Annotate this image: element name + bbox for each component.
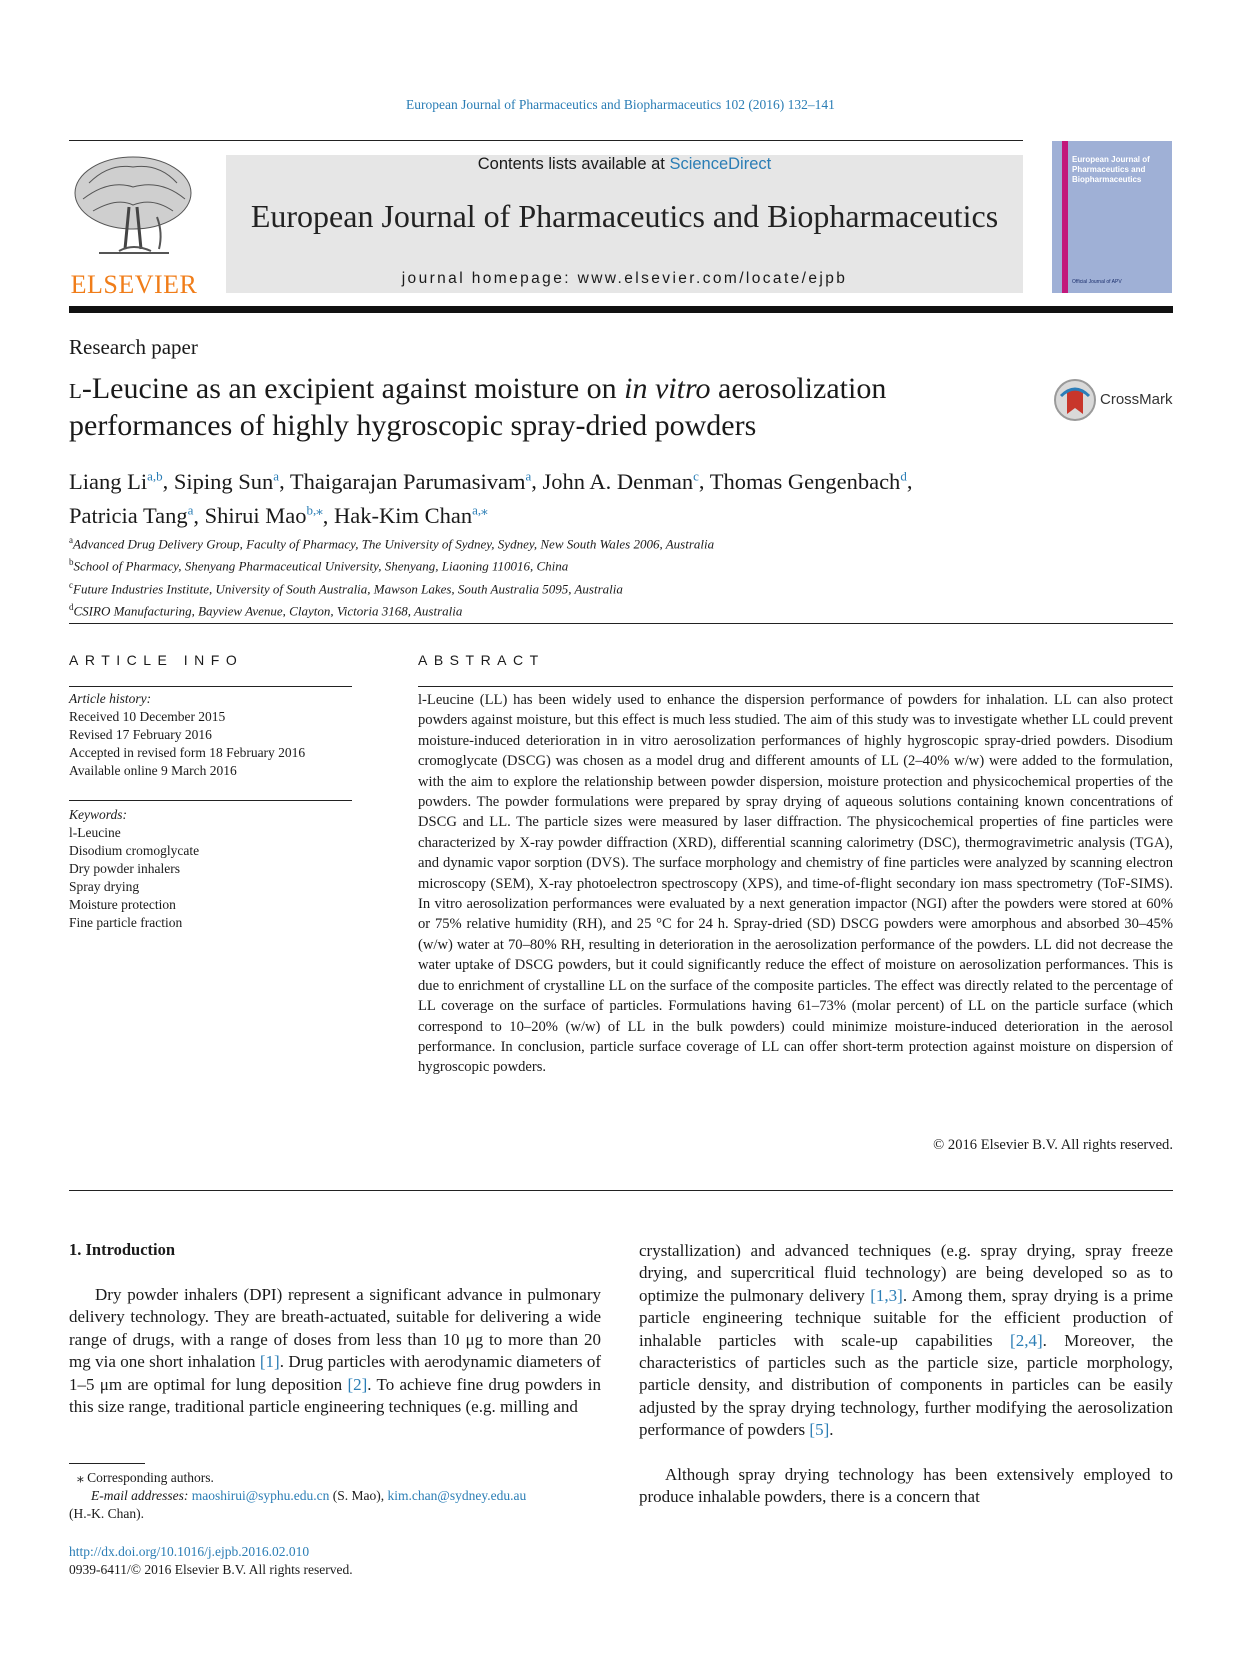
affiliation [69, 553, 1169, 575]
author-name: Patricia Tang [69, 503, 188, 528]
email-owner: (S. Mao), [329, 1488, 388, 1503]
header-rule [69, 140, 1023, 141]
affiliation [69, 598, 1169, 620]
author[interactable] [710, 469, 907, 494]
affiliation-text: Advanced Drug Delivery Group, Faculty of Pharmacy, The University of Sydney, Sydney, New South Wales 2006, Australia [73, 536, 715, 552]
keyword: Moisture protection [69, 897, 176, 912]
info-rule [69, 800, 352, 801]
journal-homepage[interactable]: journal homepage: www.elsevier.com/locate/ejpb [401, 270, 848, 287]
email-label: E-mail addresses: [91, 1488, 192, 1503]
intro-text: . Among them, spray drying is a prime particle engineering technique suitable for the efficient production of inhalable particles with scale-up capabilities [639, 1285, 1173, 1350]
author-name: Shirui Mao [204, 503, 307, 528]
doi-link[interactable]: http://dx.doi.org/10.1016/j.ejpb.2016.02.010 [69, 1544, 310, 1559]
affiliation-key: d [69, 601, 74, 612]
author[interactable] [543, 469, 699, 494]
author-affil[interactable]: a [187, 502, 194, 518]
crossmark-label: CrossMark [1100, 391, 1173, 408]
journal-cover-image [1052, 141, 1172, 293]
keywords [69, 806, 199, 932]
author-list: Liang Li$^{a,b}$, Siping Sun$^a$, Thaigarajan Parumasivam$^a$, John A. Denman$^c$, Thomas Gengenbach$^d$, Patricia Tang$^a$, Shirui Mao$^{b,⁎}$, Hak-Kim Chan$^{a,⁎}$ [69, 468, 913, 528]
title-italic: in vitro [624, 372, 711, 405]
doi-block [69, 1543, 353, 1579]
affiliation [69, 576, 1169, 598]
keyword: Disodium cromoglycate [69, 843, 200, 858]
corresponding-note: ⁎ Corresponding authors. [77, 1470, 214, 1485]
crossmark-icon [1053, 378, 1097, 422]
contents-prefix: Contents lists available at [477, 155, 670, 173]
author[interactable] [69, 469, 163, 494]
intro-text: Dry powder inhalers (DPI) represent a significant advance in pulmonary delivery technology. They are breath-actuated, suitable for delivering a wide range of drugs, with a range of doses from less than 10 μg to more than 20 mg via one short inhalation [69, 1285, 601, 1372]
affiliation-text: Future Industries Institute, University of South Australia, Mawson Lakes, South Australia 5095, Australia [73, 580, 623, 596]
author-name: John A. Denman [542, 468, 694, 494]
section-heading-introduction: 1. Introduction [69, 1240, 176, 1259]
abstract-copyright: © 2016 Elsevier B.V. All rights reserved. [933, 1137, 1173, 1153]
article-info-heading: ARTICLE INFO [69, 652, 244, 668]
citation-link[interactable]: [2] [347, 1374, 368, 1394]
title-part-2: aerosolization performances of highly hygroscopic spray-dried powders [69, 372, 887, 442]
author-affil[interactable]: a,b [147, 468, 163, 483]
email-line [69, 1487, 601, 1505]
crossmark-button[interactable] [1053, 378, 1173, 424]
affiliation [69, 531, 1169, 553]
elsevier-wordmark: ELSEVIER [70, 270, 198, 299]
citation-link[interactable]: [1,3] [870, 1285, 903, 1305]
citation-link[interactable]: [5] [809, 1420, 830, 1440]
info-rule [69, 686, 352, 687]
history-item: Accepted in revised form 18 February 2016 [69, 745, 306, 760]
journal-banner [226, 155, 1023, 293]
keyword: l-Leucine [69, 825, 121, 840]
intro-text: . To achieve fine drug powders in this size range, traditional particle engineering techniques (e.g. milling and [69, 1374, 601, 1417]
title-prefix: l [69, 372, 82, 405]
sciencedirect-link[interactable]: ScienceDirect [669, 155, 772, 173]
history-item: Available online 9 March 2016 [69, 763, 237, 778]
affiliation-key: b [69, 557, 74, 568]
author-name: Thaigarajan Parumasivam [289, 468, 526, 494]
history-item: Received 10 December 2015 [69, 709, 226, 724]
keyword: Fine particle fraction [69, 915, 183, 930]
header-thick-rule [69, 306, 1173, 313]
affiliation-list [69, 531, 1169, 620]
abstract-heading: ABSTRACT [418, 652, 545, 668]
email-owner: (H.-K. Chan). [69, 1506, 144, 1521]
section-rule [69, 623, 1173, 624]
intro-paragraph-2: Although spray drying technology has been extensively employed to produce inhalable powders, there is a concern that [639, 1465, 1173, 1507]
cover-title: European Journal of Pharmaceutics and Biopharmaceutics [1072, 155, 1150, 184]
author[interactable] [334, 503, 488, 528]
intro-text: crystallization) and advanced techniques (e.g. spray drying, spray freeze drying, and supercritical fluid technology) are being developed so as to optimize the pulmonary delivery [639, 1241, 1173, 1305]
email-link[interactable]: maoshirui@syphu.edu.cn [191, 1488, 330, 1503]
abstract-rule [418, 686, 1173, 687]
title-part-1: -Leucine as an excipient against moisture on [81, 372, 625, 405]
citation-link[interactable]: [1] [259, 1352, 280, 1372]
intro-text: . [829, 1420, 834, 1440]
contents-line [226, 155, 1023, 174]
affiliation-text: School of Pharmacy, Shenyang Pharmaceutical University, Shenyang, Liaoning 110016, China [73, 558, 569, 574]
intro-paragraph-1-cont [639, 1240, 1173, 1442]
intro-text: . Moreover, the characteristics of particles such as the particle size, particle morphology, particle density, and distribution of components in particles can be easily adjusted by the spray drying technology, further modifying the aerosolization performance of powders [639, 1330, 1173, 1440]
intro-paragraph-1 [69, 1284, 601, 1418]
history-item: Revised 17 February 2016 [69, 727, 212, 742]
abstract-text: l-Leucine (LL) has been widely used to enhance the dispersion performance of powders for inhalation. LL can also protect powders against moisture, but this effect is much less studied. The aim of this study was to investigate whether LL could prevent moisture-induced deterioration in in vitro aerosolization performances of highly hygroscopic spray-dried powders. Disodium cromoglycate (DSCG) was chosen as a model drug and different amounts of LL (2–40% w/w) were added to the formulation, with the aim to explore the relationship between powder dispersion, moisture protection and physicochemical properties of the powders. The powder formulations were prepared by spray drying of aqueous solutions containing known concentrations of DSCG and LL. The particle sizes were measured by laser diffraction. The physicochemical properties of fine particles were characterized by X-ray powder diffraction (XRD), differential scanning calorimetry (DSC), thermogravimetric analysis (TGA), and dynamic vapor sorption (DVS). The surface morphology and chemistry of fine particles were analyzed by scanning electron microscopy (SEM), X-ray photoelectron spectroscopy (XPS), and time-of-flight secondary ion mass spectrometry (ToF-SIMS). In vitro aerosolization performances were evaluated by a next generation impactor (NGI) after the powders were stored at 60% or 75% relative humidity (RH), and 25 °C for 24 h. Spray-dried (SD) DSCG powders were amorphous and absorbed 30–45% (w/w) water at 70–80% RH, resulting in deterioration in the aerosolization performance of the powders. LL did not decrease the water uptake of DSCG powders, but it could significantly reduce the effect of moisture on aerosolization performances. This is due to enrichment of crystalline LL on the surface of the composite particles. The effect was directly related to the percentage of LL coverage on the surface of particles. Formulations having 61–73% (molar percent) of LL on the particle surface (which correspond to 10–20% (w/w) of LL in the bulk powders) could minimize moisture-induced deterioration in the aerosol performance. In conclusion, particle surface coverage of LL can offer short-term protection against moisture on dispersion of hygroscopic powders. [418, 692, 1173, 1076]
intro-text: . Drug particles with aerodynamic diameters of 1–5 μm are optimal for lung deposition [69, 1352, 601, 1394]
author-name: Thomas Gengenbach [709, 468, 901, 494]
author-affil[interactable]: b,⁎ [306, 502, 323, 518]
author-affil[interactable]: c [693, 468, 699, 483]
author-affil[interactable]: a [525, 468, 532, 483]
affiliation-key: a [69, 535, 73, 545]
author[interactable] [205, 503, 323, 528]
section-rule [69, 1190, 1173, 1191]
keywords-label: Keywords: [69, 807, 127, 822]
author-name: Hak-Kim Chan [334, 503, 473, 528]
history-label: Article history: [69, 691, 152, 706]
author[interactable] [290, 469, 531, 494]
author[interactable] [174, 469, 279, 494]
footnote-rule [69, 1463, 145, 1464]
footnotes [69, 1469, 601, 1523]
keyword: Dry powder inhalers [69, 861, 180, 876]
article-title [69, 370, 999, 444]
author[interactable] [69, 503, 193, 528]
affiliation-key: c [69, 579, 73, 590]
author-affil[interactable]: a [273, 468, 280, 483]
issn-line: 0939-6411/© 2016 Elsevier B.V. All rights reserved. [69, 1562, 353, 1577]
author-name: Siping Sun [173, 468, 274, 494]
cover-stripe [1062, 141, 1068, 293]
email-link[interactable]: kim.chan@sydney.edu.au [387, 1488, 527, 1503]
keyword: Spray drying [69, 879, 140, 894]
affiliation-text: CSIRO Manufacturing, Bayview Avenue, Clayton, Victoria 3168, Australia [73, 603, 463, 619]
article-history [69, 690, 305, 780]
author-affil[interactable]: a,⁎ [472, 502, 488, 518]
journal-reference[interactable]: European Journal of Pharmaceutics and Biopharmaceutics 102 (2016) 132–141 [406, 97, 835, 112]
author-affil[interactable]: d [900, 468, 907, 483]
cover-footer: Official Journal of APV [1072, 279, 1122, 285]
journal-title: European Journal of Pharmaceutics and Biopharmaceutics [250, 198, 999, 234]
citation-link[interactable]: [2,4] [1010, 1330, 1043, 1350]
article-type: Research paper [69, 335, 198, 359]
author-name: Liang Li [69, 468, 148, 494]
